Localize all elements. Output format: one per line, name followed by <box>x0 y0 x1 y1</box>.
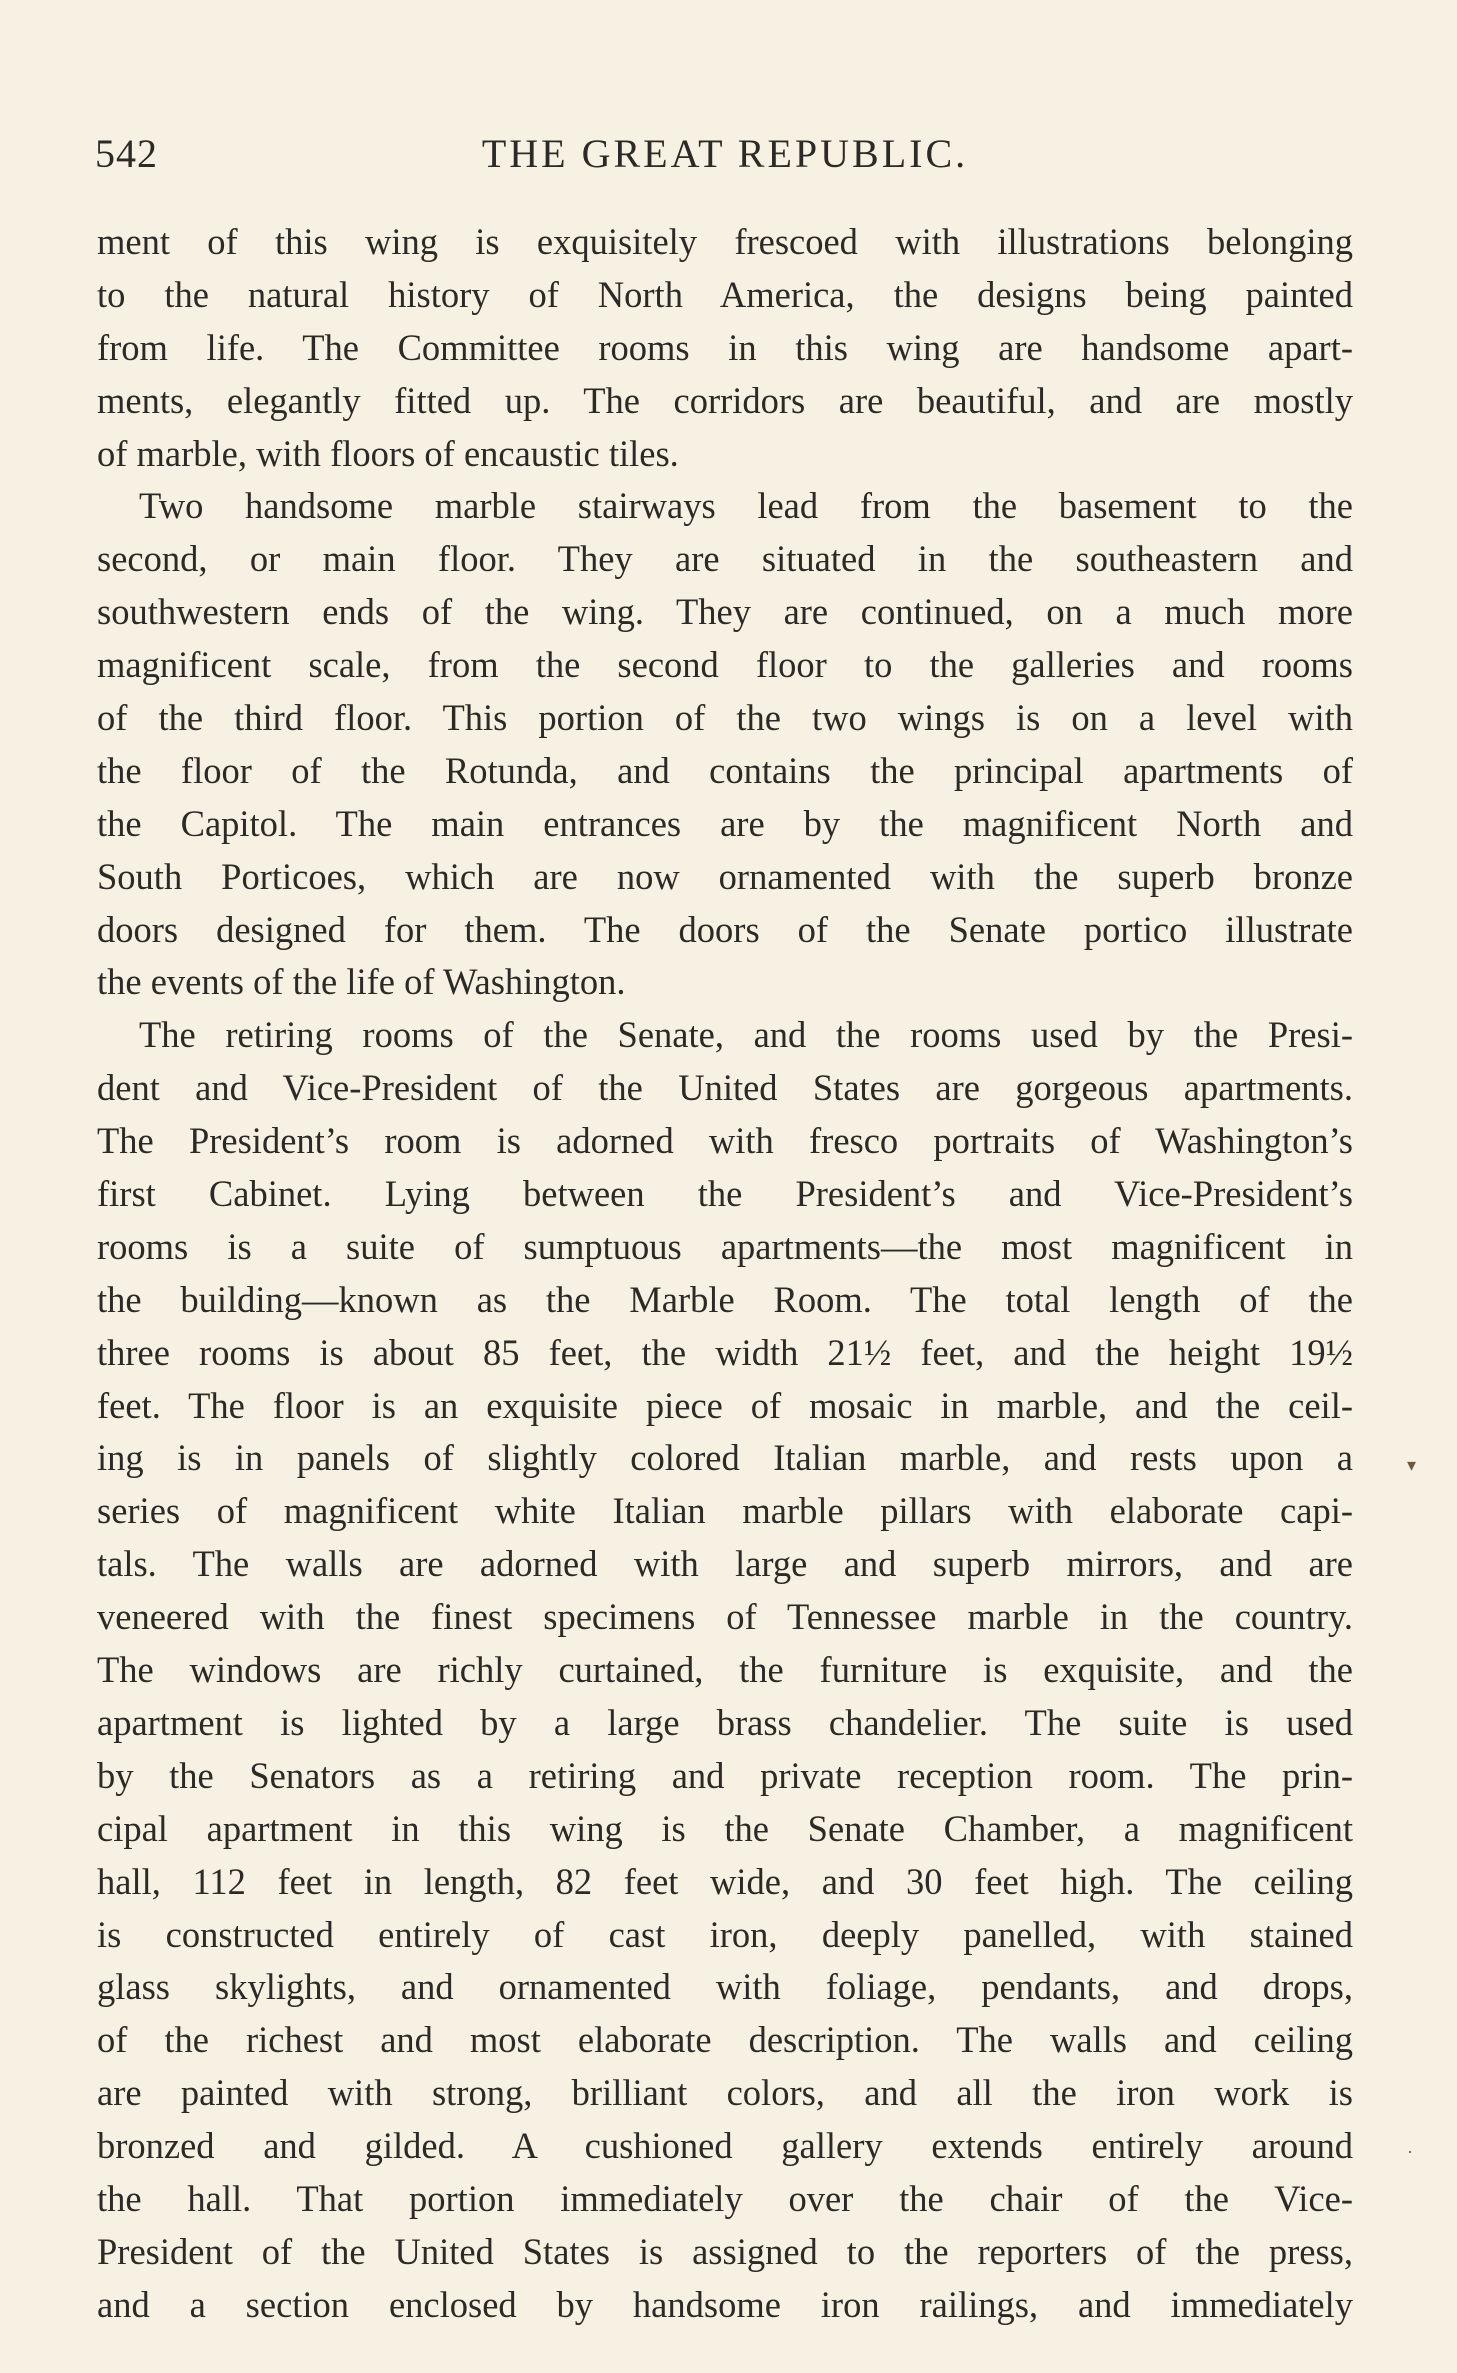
text-line: ing is in panels of slightly colored Italian marble, and rests upon a <box>97 1437 1353 1479</box>
text-line: doors designed for them. The doors of the Senate portico illustrate <box>97 908 1353 950</box>
text-line: are painted with strong, brilliant colors, and all the iron work is <box>97 2072 1353 2114</box>
text-line: feet. The floor is an exquisite piece of mosaic in marble, and the ceil- <box>97 1384 1353 1426</box>
text-line: The President’s room is adorned with fresco portraits of Washington’s <box>97 1120 1353 1162</box>
text-line: glass skylights, and ornamented with foliage, pendants, and drops, <box>97 1966 1353 2008</box>
margin-mark: · <box>1407 2142 1413 2163</box>
text-line: ments, elegantly fitted up. The corridors are beautiful, and are mostly <box>97 379 1353 421</box>
text-line: of marble, with floors of encaustic tiles. <box>97 432 679 474</box>
text-line: apartment is lighted by a large brass chandelier. The suite is used <box>97 1701 1353 1743</box>
text-line: the events of the life of Washington. <box>97 961 626 1003</box>
text-line: to the natural history of North America, the designs being painted <box>97 273 1353 315</box>
text-line: the floor of the Rotunda, and contains the principal apartments of <box>97 749 1353 791</box>
page-number: 542 <box>95 131 158 176</box>
body-text <box>97 216 1353 2332</box>
text-line: the building—known as the Marble Room. The total length of the <box>97 1278 1353 1320</box>
text-line: ment of this wing is exquisitely frescoed with illustrations belonging <box>97 221 1353 262</box>
text-line: veneered with the finest specimens of Tennessee marble in the country. <box>97 1596 1353 1638</box>
text-line: magnificent scale, from the second floor to the galleries and rooms <box>97 644 1353 686</box>
text-line: The windows are richly curtained, the furniture is exquisite, and the <box>97 1649 1353 1691</box>
text-line: series of magnificent white Italian marble pillars with elaborate capi- <box>97 1490 1353 1532</box>
text-line: cipal apartment in this wing is the Senate Chamber, a magnificent <box>97 1807 1353 1849</box>
running-title: THE GREAT REPUBLIC. <box>481 131 969 176</box>
margin-mark: ▾ <box>1407 1454 1417 1475</box>
text-line: and a section enclosed by handsome iron railings, and immediately <box>97 2283 1353 2325</box>
text-line: of the third floor. This portion of the two wings is on a level with <box>97 697 1353 739</box>
text-line: from life. The Committee rooms in this wing are handsome apart- <box>97 326 1353 368</box>
text-line: three rooms is about 85 feet, the width 21½ feet, and the height 19½ <box>97 1331 1353 1373</box>
text-line: South Porticoes, which are now ornamented with the superb bronze <box>97 855 1353 897</box>
text-line: The retiring rooms of the Senate, and the rooms used by the Presi- <box>139 1014 1353 1056</box>
text-line: the Capitol. The main entrances are by the magnificent North and <box>97 802 1353 844</box>
text-line: President of the United States is assigned to the reporters of the press, <box>97 2230 1353 2272</box>
text-line: Two handsome marble stairways lead from the basement to the <box>139 485 1353 527</box>
text-line: of the richest and most elaborate description. The walls and ceiling <box>97 2019 1353 2061</box>
running-head <box>95 130 1355 180</box>
text-line: bronzed and gilded. A cushioned gallery extends entirely around <box>97 2125 1353 2167</box>
text-line: the hall. That portion immediately over the chair of the Vice- <box>97 2177 1353 2219</box>
text-line: southwestern ends of the wing. They are continued, on a much more <box>97 591 1353 633</box>
text-line: tals. The walls are adorned with large and superb mirrors, and are <box>97 1543 1353 1585</box>
text-line: first Cabinet. Lying between the President’s and Vice-President’s <box>97 1173 1353 1215</box>
text-line: by the Senators as a retiring and private reception room. The prin- <box>97 1754 1353 1796</box>
text-line: second, or main floor. They are situated in the southeastern and <box>97 538 1353 580</box>
text-line: hall, 112 feet in length, 82 feet wide, and 30 feet high. The ceiling <box>97 1860 1353 1902</box>
text-line: rooms is a suite of sumptuous apartments—the most magnificent in <box>97 1225 1353 1267</box>
text-line: is constructed entirely of cast iron, deeply panelled, with stained <box>97 1913 1353 1955</box>
text-line: dent and Vice-President of the United States are gorgeous apartments. <box>97 1067 1353 1109</box>
